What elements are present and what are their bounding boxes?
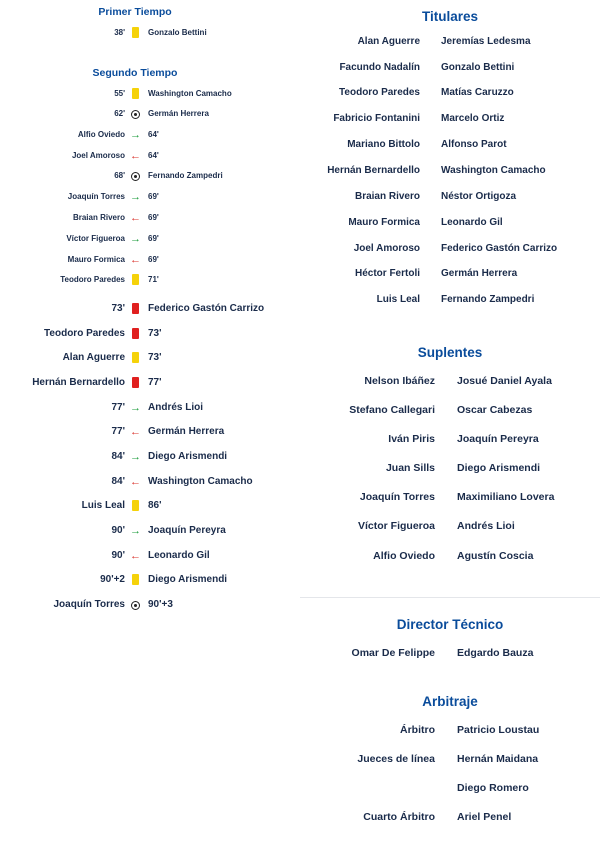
referees-right-name: Patricio Loustau [457, 724, 540, 736]
subs-left-name: Alfio Oviedo [373, 550, 435, 562]
incident-row [0, 424, 270, 440]
starters-title: Titulares [421, 9, 479, 24]
subs-row [300, 548, 600, 564]
starters-left-name: Alan Aguerre [357, 36, 420, 47]
subs-row [300, 431, 600, 447]
goal-ball-icon [130, 106, 140, 122]
starters-right-name: Jeremías Ledesma [441, 36, 531, 47]
starters-left-name: Teodoro Paredes [339, 87, 420, 98]
incident-row [0, 189, 270, 205]
starters-row [300, 189, 600, 205]
starters-right-name: Alfonso Parot [441, 139, 507, 150]
referees-row [300, 722, 600, 738]
incident-row [0, 375, 270, 391]
incident-row [0, 597, 270, 613]
coach-right-name: Edgardo Bauza [457, 647, 534, 659]
incident-right: 69' [148, 234, 159, 243]
incident-row [0, 350, 270, 366]
incident-left: Teodoro Paredes [60, 275, 125, 284]
incident-right: Diego Arismendi [148, 451, 228, 462]
incident-right: Washington Camacho [148, 89, 232, 98]
sub-out-arrow-icon: ← [130, 150, 141, 162]
subs-left-name: Iván Piris [388, 433, 435, 445]
incident-left: 84' [111, 476, 125, 487]
incident-row [0, 301, 270, 317]
incident-right: Leonardo Gil [148, 550, 210, 561]
starters-left-name: Braian Rivero [354, 191, 420, 202]
subs-left-name: Joaquín Torres [359, 491, 435, 503]
red-card-icon [130, 326, 140, 342]
starters-right-name: Marcelo Ortiz [441, 113, 505, 124]
sub-in-arrow-icon: → [130, 233, 141, 245]
referees-right-name: Ariel Penel [457, 811, 512, 823]
starters-row [300, 163, 600, 179]
incident-row [0, 474, 270, 490]
starters-row [300, 60, 600, 76]
subs-title: Suplentes [417, 345, 483, 360]
sub-in-arrow-icon: → [130, 402, 141, 414]
subs-row [300, 460, 600, 476]
incident-right: Diego Arismendi [148, 574, 228, 585]
starters-left-name: Fabricio Fontanini [333, 113, 420, 124]
subs-right-name: Josué Daniel Ayala [457, 375, 552, 387]
incident-right: 73' [148, 328, 162, 339]
incident-row [0, 210, 270, 226]
subs-left-name: Stefano Callegari [349, 404, 435, 416]
starters-right-name: Néstor Ortigoza [441, 191, 517, 202]
sub-out-arrow-icon: ← [130, 212, 141, 224]
goal-ball-icon [130, 597, 140, 613]
referees-right-name: Diego Romero [457, 782, 529, 794]
incident-row [0, 326, 270, 342]
referees-right-name: Hernán Maidana [457, 753, 539, 765]
incident-right: 71' [148, 275, 159, 284]
incident-right: 69' [148, 192, 159, 201]
coach-title: Director Técnico [396, 617, 504, 632]
sub-in-arrow-icon: → [130, 129, 141, 141]
starters-right-name: Germán Herrera [441, 268, 518, 279]
section-divider [300, 597, 600, 598]
incident-right: Gonzalo Bettini [148, 28, 207, 37]
subs-right-name: Andrés Lioi [457, 520, 515, 532]
incident-left: Braian Rivero [72, 213, 125, 222]
subs-row [300, 402, 600, 418]
incident-row [0, 127, 270, 143]
incident-row [0, 449, 270, 465]
starters-left-name: Joel Amoroso [353, 243, 420, 254]
incident-right: 73' [148, 352, 162, 363]
incident-row [0, 498, 270, 514]
incident-left: Joaquín Torres [67, 192, 125, 201]
sub-in-arrow-icon: → [130, 451, 141, 463]
starters-right-name: Leonardo Gil [441, 217, 503, 228]
incident-row [0, 148, 270, 164]
sub-out-arrow-icon: ← [130, 254, 141, 266]
referees-row [300, 780, 600, 796]
starters-row [300, 111, 600, 127]
incident-left: 38' [114, 28, 125, 37]
incident-row [0, 548, 270, 564]
starters-right-name: Washington Camacho [441, 165, 546, 176]
starters-right-name: Federico Gastón Carrizo [441, 243, 558, 254]
incident-left: Hernán Bernardello [32, 377, 125, 388]
incident-left: 62' [114, 109, 125, 118]
yellow-card-icon [130, 572, 140, 588]
starters-row [300, 215, 600, 231]
incident-right: Fernando Zampedri [148, 171, 223, 180]
referees-title: Arbitraje [422, 694, 478, 709]
incident-row [0, 272, 270, 288]
red-card-icon [130, 301, 140, 317]
subs-right-name: Agustín Coscia [457, 550, 534, 562]
incident-row [0, 25, 270, 41]
starters-right-name: Gonzalo Bettini [441, 62, 515, 73]
incident-left: Teodoro Paredes [44, 328, 125, 339]
incident-row [0, 168, 270, 184]
incident-row [0, 86, 270, 102]
referees-left-name: Árbitro [400, 724, 435, 736]
incident-right: Washington Camacho [148, 476, 253, 487]
incident-right: 64' [148, 130, 159, 139]
incident-left: 73' [111, 303, 125, 314]
subs-right-name: Diego Arismendi [457, 462, 541, 474]
referees-left-name: Cuarto Árbitro [363, 811, 435, 823]
incident-left: 55' [114, 89, 125, 98]
incident-right: 77' [148, 377, 162, 388]
incident-left: 90' [111, 550, 125, 561]
starters-left-name: Mariano Bittolo [347, 139, 420, 150]
starters-row [300, 241, 600, 257]
coach-row [300, 645, 600, 661]
incident-left: 68' [114, 171, 125, 180]
incident-right: Federico Gastón Carrizo [148, 303, 265, 314]
goal-ball-icon [130, 168, 140, 184]
incident-row [0, 106, 270, 122]
incident-left: Joaquín Torres [53, 599, 125, 610]
coach-left-name: Omar De Felippe [351, 647, 435, 659]
yellow-card-icon [130, 498, 140, 514]
starters-row [300, 34, 600, 50]
incident-left: 77' [111, 426, 125, 437]
incident-row [0, 572, 270, 588]
incident-left: Víctor Figueroa [66, 234, 125, 243]
incident-left: 77' [111, 402, 125, 413]
yellow-card-icon [130, 86, 140, 102]
subs-left-name: Nelson Ibáñez [364, 375, 435, 387]
starters-left-name: Héctor Fertoli [354, 268, 420, 279]
referees-left-name: Jueces de línea [357, 753, 435, 765]
yellow-card-icon [130, 350, 140, 366]
incident-left: 90'+2 [100, 574, 125, 585]
incident-left: 84' [111, 451, 125, 462]
incident-left: Mauro Formica [67, 255, 125, 264]
incident-left: Luis Leal [81, 500, 125, 511]
referees-row [300, 751, 600, 767]
yellow-card-icon [130, 272, 140, 288]
sub-out-arrow-icon: ← [130, 550, 141, 562]
incident-row [0, 523, 270, 539]
starters-row [300, 137, 600, 153]
subs-left-name: Víctor Figueroa [357, 520, 435, 532]
starters-row [300, 85, 600, 101]
incident-row [0, 252, 270, 268]
incident-left: Alfio Oviedo [77, 130, 125, 139]
yellow-card-icon [130, 25, 140, 41]
incident-right: Germán Herrera [148, 426, 225, 437]
subs-right-name: Maximiliano Lovera [457, 491, 555, 503]
incident-left: Joel Amoroso [71, 151, 125, 160]
incident-right: 90'+3 [148, 599, 173, 610]
referees-row [300, 809, 600, 825]
first-half-title: Primer Tiempo [98, 6, 172, 18]
incident-right: Andrés Lioi [148, 402, 204, 413]
incident-right: 64' [148, 151, 159, 160]
starters-left-name: Mauro Formica [348, 217, 420, 228]
starters-left-name: Luis Leal [376, 294, 420, 305]
subs-row [300, 518, 600, 534]
incident-row [0, 400, 270, 416]
subs-left-name: Juan Sills [385, 462, 435, 474]
incident-left: Alan Aguerre [62, 352, 125, 363]
incident-right: 69' [148, 255, 159, 264]
incident-row [0, 231, 270, 247]
starters-left-name: Hernán Bernardello [327, 165, 420, 176]
subs-right-name: Joaquín Pereyra [457, 433, 539, 445]
second-half-title: Segundo Tiempo [92, 67, 178, 79]
starters-row [300, 266, 600, 282]
starters-row [300, 292, 600, 308]
sub-out-arrow-icon: ← [130, 476, 141, 488]
sub-in-arrow-icon: → [130, 191, 141, 203]
incident-right: 86' [148, 500, 162, 511]
subs-right-name: Oscar Cabezas [457, 404, 533, 416]
sub-in-arrow-icon: → [130, 525, 141, 537]
starters-right-name: Matías Caruzzo [441, 87, 514, 98]
starters-left-name: Facundo Nadalín [339, 62, 420, 73]
subs-row [300, 373, 600, 389]
sub-out-arrow-icon: ← [130, 426, 141, 438]
subs-row [300, 489, 600, 505]
starters-right-name: Fernando Zampedri [441, 294, 535, 305]
incident-right: 69' [148, 213, 159, 222]
red-card-icon [130, 375, 140, 391]
incident-right: Joaquín Pereyra [148, 525, 226, 536]
incident-right: Germán Herrera [148, 109, 209, 118]
incident-left: 90' [111, 525, 125, 536]
